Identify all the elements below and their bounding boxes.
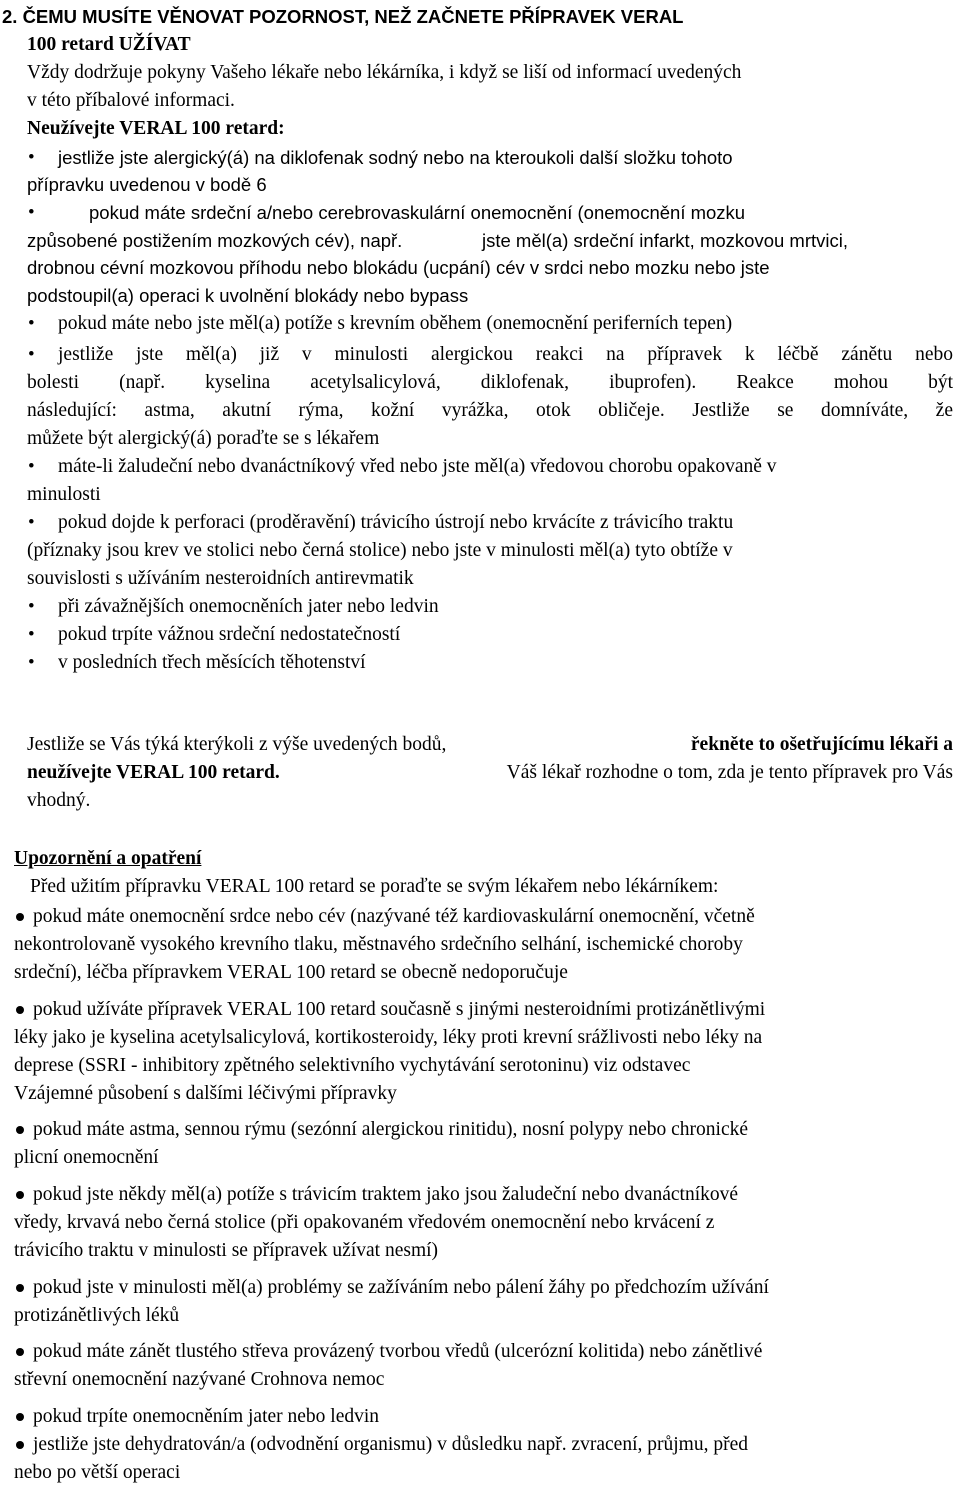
precautions-heading: Upozornění a opatření: [14, 848, 202, 869]
advice-line-2: [27, 759, 953, 787]
advice-emphasis: řekněte to ošetřujícímu lékaři a: [690, 734, 953, 755]
list-item: pokud máte onemocnění srdce nebo cév (nazývané též kardiovaskulární onemocnění, včetně: [33, 906, 755, 927]
bullet-icon: •: [28, 313, 35, 334]
list-item: přípravku uvedenou v bodě 6: [27, 174, 267, 195]
list-item: pokud máte astma, sennou rýmu (sezónní alergickou rinitidu), nosní polypy nebo chronické: [33, 1119, 749, 1140]
list-item: pokud máte srdeční a/nebo cerebrovaskulární onemocnění (onemocnění mozku: [89, 202, 746, 223]
intro-line-2: v této příbalové informaci.: [27, 90, 235, 111]
bullet-icon: •: [28, 344, 35, 365]
advice-text: Jestliže se Vás týká kterýkoli z výše uvedených bodů,: [27, 734, 447, 755]
precautions-intro: Před užitím přípravku VERAL 100 retard se poraďte se svým lékařem nebo lékárníkem:: [30, 876, 719, 897]
list-item: protizánětlivých léků: [14, 1305, 180, 1326]
list-item: pokud dojde k perforaci (proděravění) trávicího ústrojí nebo krvácíte z trávicího traktu: [58, 512, 734, 533]
list-item: pokud máte zánět tlustého střeva provázený tvorbou vředů (ulcerózní kolitida) nebo zánětlivé: [33, 1341, 763, 1362]
list-item: srdeční), léčba přípravkem VERAL 100 retard se obecně nedoporučuje: [14, 962, 568, 983]
bullet-dot-icon: [16, 1348, 24, 1356]
bullet-icon: •: [28, 624, 35, 645]
list-item: nekontrolovaně vysokého krevního tlaku, městnavého srdečního selhání, ischemické choroby: [14, 934, 743, 955]
list-item: bolesti (např. kyselina acetylsalicylová, diklofenak, ibuprofen). Reakce mohou být: [27, 372, 953, 393]
list-item: pokud jste někdy měl(a) potíže s trávicím traktem jako jsou žaludeční nebo dvanáctníkové: [33, 1184, 739, 1205]
list-item: pokud trpíte onemocněním jater nebo ledvin: [33, 1406, 380, 1427]
section-heading-line-1: 2. ČEMU MUSÍTE VĚNOVAT POZORNOST, NEŽ ZAČNETE PŘÍPRAVEK VERAL: [2, 6, 684, 27]
list-item: deprese (SSRI - inhibitory zpětného selektivního vychytávání serotoninu) viz odstavec: [14, 1055, 691, 1076]
advice-text: Váš lékař rozhodne o tom, zda je tento přípravek pro Vás: [506, 762, 953, 783]
bullet-dot-icon: [16, 1413, 24, 1421]
section-heading-line-2: 100 retard UŽÍVAT: [27, 34, 191, 55]
list-item: nebo po větší operaci: [14, 1462, 181, 1483]
intro-line-1: Vždy dodržuje pokyny Vašeho lékaře nebo lékárníka, i když se liší od informací uvedených: [27, 62, 742, 83]
list-item: jestliže jste měl(a) již v minulosti alergickou reakci na přípravek k léčbě zánětu nebo: [58, 344, 953, 365]
list-item: (příznaky jsou krev ve stolici nebo černá stolice) nebo jste v minulosti měl(a) tyto obtíže v: [27, 540, 733, 561]
list-item: jestliže jste alergický(á) na diklofenak sodný nebo na kteroukoli další složku tohoto: [58, 147, 733, 168]
bullet-dot-icon: [16, 1126, 24, 1134]
list-item: pokud jste v minulosti měl(a) problémy se zažíváním nebo pálení žáhy po předchozím užívání: [33, 1277, 769, 1298]
bullet-dot-icon: [16, 913, 24, 921]
list-item: následující: astma, akutní rýma, kožní vyrážka, otok obličeje. Jestliže se domníváte, že: [27, 400, 953, 421]
bullet-icon: •: [28, 512, 35, 533]
advice-emphasis: neužívejte VERAL 100 retard.: [27, 762, 280, 783]
do-not-use-heading: Neužívejte VERAL 100 retard:: [27, 118, 285, 139]
list-item: léky jako je kyselina acetylsalicylová, kortikosteroidy, léky proti krevní srážlivosti nebo léky na: [14, 1027, 763, 1048]
bullet-icon: •: [28, 596, 35, 617]
bullet-dot-icon: [16, 1441, 24, 1449]
bullet-icon: •: [28, 202, 35, 223]
list-item: vředy, krvavá nebo černá stolice (při opakovaném vředovém onemocnění nebo krvácení z: [14, 1212, 715, 1233]
list-item: můžete být alergický(á) poraďte se s lékařem: [27, 428, 380, 449]
list-item: pokud užíváte přípravek VERAL 100 retard současně s jinými nesteroidními protizánětlivými: [33, 999, 766, 1020]
advice-line-3: vhodný.: [27, 790, 91, 811]
advice-line-1: [27, 731, 953, 759]
bullet-icon: •: [28, 147, 35, 168]
list-item: jestliže jste dehydratován/a (odvodnění organismu) v důsledku např. zvracení, průjmu, před: [33, 1434, 748, 1455]
bullet-icon: •: [28, 652, 35, 673]
list-item: drobnou cévní mozkovou příhodu nebo blokádu (ucpání) cév v srdci nebo mozku nebo jste: [27, 257, 770, 278]
list-item: máte-li žaludeční nebo dvanáctníkový vřed nebo jste měl(a) vředovou chorobu opakovaně v: [58, 456, 777, 477]
bullet-icon: •: [28, 456, 35, 477]
bullet-dot-icon: [16, 1191, 24, 1199]
list-item: trávicího traktu v minulosti se přípravek užívat nesmí): [14, 1240, 439, 1261]
list-item: minulosti: [27, 484, 101, 505]
list-item: v posledních třech měsících těhotenství: [58, 652, 366, 673]
list-item: pokud máte nebo jste měl(a) potíže s krevním oběhem (onemocnění periferních tepen): [58, 313, 733, 334]
list-item: Vzájemné působení s dalšími léčivými přípravky: [14, 1083, 397, 1104]
list-item: při závažnějších onemocněních jater nebo ledvin: [58, 596, 439, 617]
list-item: plicní onemocnění: [14, 1147, 159, 1168]
list-item: jste měl(a) srdeční infarkt, mozkovou mrtvici,: [482, 230, 848, 251]
list-item: souvislosti s užíváním nesteroidních antirevmatik: [27, 568, 414, 589]
list-item: pokud trpíte vážnou srdeční nedostatečností: [58, 624, 401, 645]
bullet-dot-icon: [16, 1284, 24, 1292]
list-item: střevní onemocnění nazývané Crohnova nemoc: [14, 1369, 385, 1390]
list-item: podstoupil(a) operaci k uvolnění blokády nebo bypass: [27, 285, 469, 306]
bullet-dot-icon: [16, 1006, 24, 1014]
list-item: způsobené postižením mozkových cév), např.: [27, 230, 403, 251]
